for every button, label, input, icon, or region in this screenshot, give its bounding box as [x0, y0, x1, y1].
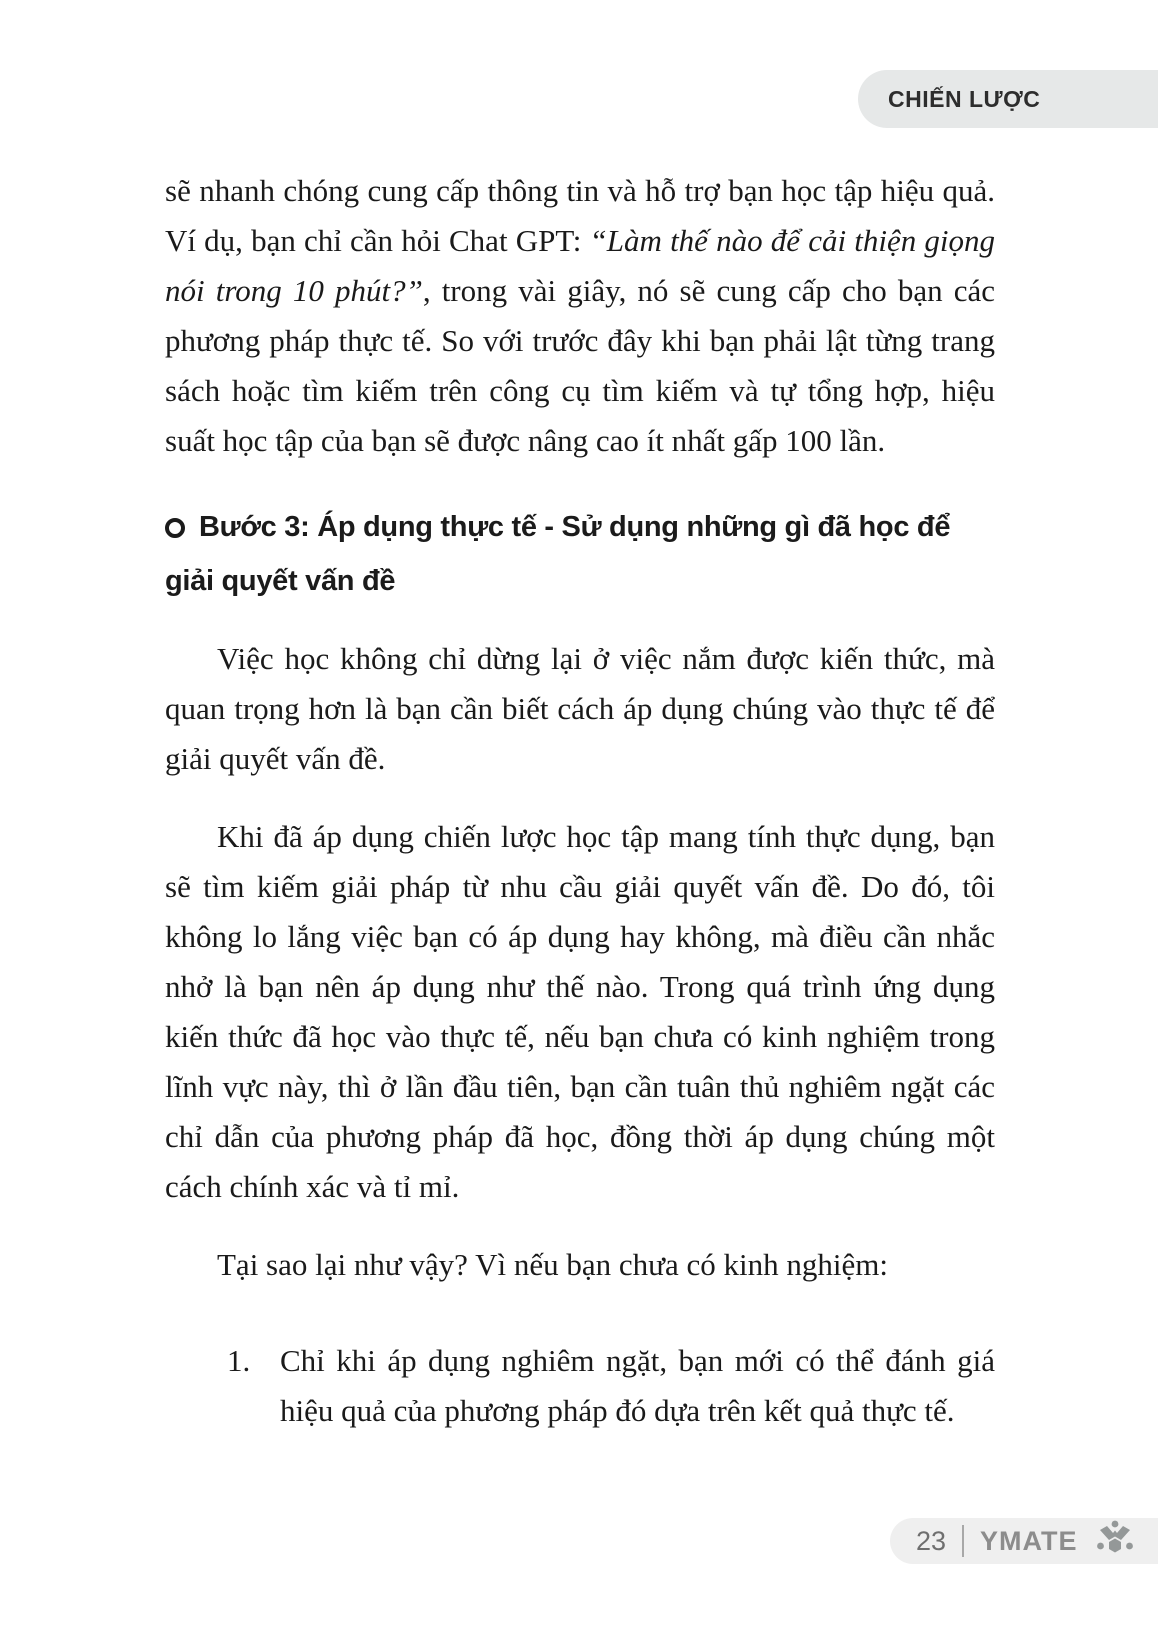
footer-badge [890, 1518, 1158, 1564]
paragraph-text: sẽ nhanh chóng cung cấp thông tin và hỗ trợ bạn học tập hiệu quả. Ví dụ, bạn chỉ cần hỏi Chat GPT: [165, 173, 995, 258]
step-heading [165, 500, 995, 608]
brand-name: YMATE [980, 1525, 1078, 1556]
chapter-tag-label: CHIẾN LƯỢC [888, 85, 1041, 112]
footer-divider [962, 1525, 964, 1557]
numbered-list [165, 1336, 995, 1436]
page-content [165, 0, 995, 1436]
quoted-question-text: “Làm thế nào để cải thiện giọng nói trong 10 phút?” [165, 223, 995, 308]
list-item-text: Chỉ khi áp dụng nghiêm ngặt, bạn mới có thể đánh giá hiệu quả của phương pháp đó dựa trên kết quả thực tế. [280, 1343, 995, 1428]
list-item-number: 1. [227, 1343, 251, 1378]
paragraph [165, 166, 995, 466]
step-bullet-icon [165, 518, 185, 538]
paragraph: Việc học không chỉ dừng lại ở việc nắm được kiến thức, mà quan trọng hơn là bạn cần biết cách áp dụng chúng vào thực tế để giải quyết vấn đề. [165, 641, 995, 776]
paragraph-text: , trong vài giây, nó sẽ cung cấp cho bạn các phương pháp thực tế. So với trước đây khi bạn phải lật từng trang sách hoặc tìm kiếm trên công cụ tìm kiếm và tự tổng hợp, hiệu suất học tập của bạn sẽ được nâng cao ít nhất gấp 100 lần. [165, 273, 995, 458]
step-heading-label: Bước 3: Áp dụng thực tế - Sử dụng những gì đã học để giải quyết vấn đề [165, 511, 951, 597]
numbered-list-item [165, 1336, 995, 1436]
paragraph: Tại sao lại như vậy? Vì nếu bạn chưa có kinh nghiệm: [217, 1247, 888, 1282]
paragraph: Khi đã áp dụng chiến lược học tập mang tính thực dụng, bạn sẽ tìm kiếm giải pháp từ nhu cầu giải quyết vấn đề. Do đó, tôi không lo lắng việc bạn có áp dụng hay không, mà điều cần nhắc nhở là bạn nên áp dụng như thế nào. Trong quá trình ứng dụng kiến thức đã học vào thực tế, nếu bạn chưa có kinh nghiệm trong lĩnh vực này, thì ở lần đầu tiên, bạn cần tuân thủ nghiêm ngặt các chỉ dẫn của phương pháp đã học, đồng thời áp dụng chúng một cách chính xác và tỉ mỉ. [165, 819, 995, 1204]
ymate-figure-icon [1092, 1520, 1138, 1563]
page-number: 23 [916, 1525, 947, 1556]
